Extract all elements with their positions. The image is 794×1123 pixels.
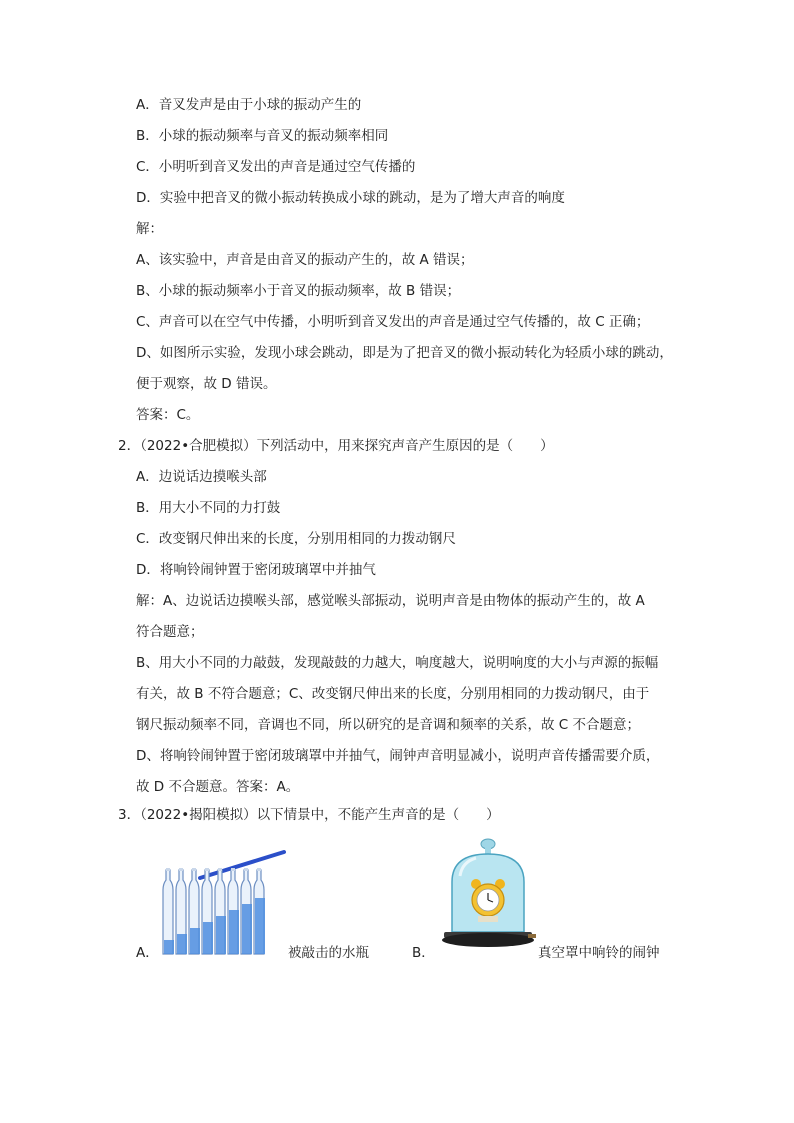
q2-stem: 2．（2022•合肥模拟）下列活动中，用来探究声音产生原因的是（ ）	[118, 438, 554, 454]
q2-answer: 故 D 不合题意。答案：A。	[136, 779, 300, 795]
q3-option-b-caption: 真空罩中响铃的闹钟	[538, 945, 660, 961]
q2-solution-line: 符合题意；	[136, 624, 204, 640]
q1-option-b: B．小球的振动频率与音叉的振动频率相同	[136, 128, 389, 144]
q1-option-d: D．实验中把音叉的微小振动转换成小球的跳动，是为了增大声音的响度	[136, 190, 565, 206]
water-bottles-illustration	[160, 848, 286, 966]
q3-option-a-letter: A．	[136, 945, 159, 961]
q1-solution-line: 便于观察，故 D 错误。	[136, 376, 277, 392]
q2-solution-line: B、用大小不同的力敲鼓，发现敲鼓的力越大，响度越大，说明响度的大小与声源的振幅	[136, 655, 659, 671]
q3-option-b-letter: B．	[412, 945, 435, 961]
q2-solution-line: D、将响铃闹钟置于密闭玻璃罩中并抽气，闹钟声音明显减小，说明声音传播需要介质，	[136, 748, 660, 764]
q2-option-d: D．将响铃闹钟置于密闭玻璃罩中并抽气	[136, 562, 376, 578]
q2-option-b: B．用大小不同的力打鼓	[136, 500, 281, 516]
q2-option-c: C．改变钢尺伸出来的长度，分别用相同的力拨动钢尺	[136, 531, 456, 547]
q2-solution-line: 解：A、边说话边摸喉头部，感觉喉头部振动，说明声音是由物体的振动产生的，故 A	[136, 593, 645, 609]
q1-solution-line: C、声音可以在空气中传播，小明听到音叉发出的声音是通过空气传播的，故 C 正确；	[136, 314, 650, 330]
bell-jar-figure	[440, 836, 536, 954]
q1-option-c: C．小明听到音叉发出的声音是通过空气传播的	[136, 159, 416, 175]
q1-answer: 答案：C。	[136, 407, 200, 423]
q1-solution-line: D、如图所示实验，发现小球会跳动，即是为了把音叉的微小振动转化为轻质小球的跳动，	[136, 345, 673, 361]
q2-solution-line: 钢尺振动频率不同，音调也不同，所以研究的是音调和频率的关系，故 C 不合题意；	[136, 717, 641, 733]
water-bottles-figure	[160, 848, 286, 966]
q1-solution-line: 解：	[136, 221, 163, 237]
q2-solution-line: 有关，故 B 不符合题意；C、改变钢尺伸出来的长度，分别用相同的力拨动钢尺，由于	[136, 686, 650, 702]
bell-jar-illustration	[440, 836, 536, 954]
q1-solution-line: A、该实验中，声音是由音叉的振动产生的，故 A 错误；	[136, 252, 474, 268]
q1-option-a: A．音叉发声是由于小球的振动产生的	[136, 97, 362, 113]
q2-option-a: A．边说话边摸喉头部	[136, 469, 267, 485]
q3-stem: 3．（2022•揭阳模拟）以下情景中，不能产生声音的是（ ）	[118, 807, 500, 823]
q1-solution-line: B、小球的振动频率小于音叉的振动频率，故 B 错误；	[136, 283, 461, 299]
q3-option-a-caption: 被敲击的水瓶	[288, 945, 369, 961]
